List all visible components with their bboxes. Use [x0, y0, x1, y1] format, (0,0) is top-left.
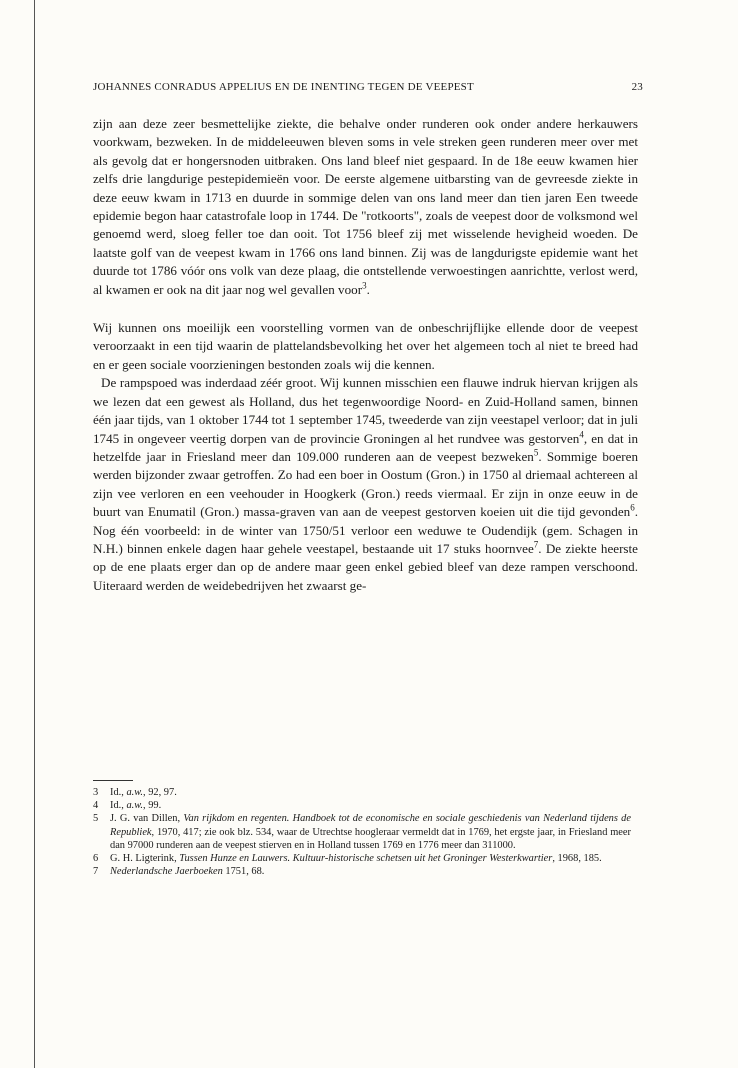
footnote: 7 Nederlandsche Jaerboeken 1751, 68.: [93, 866, 265, 878]
paragraph: De rampspoed was inderdaad zéér groot. Wij kunnen misschien een flauwe indruk hiervan krijgen als we lezen dat een gewest als Holland, dus het tegenwoordige Noord- en Zuid-Holland samen, binnen één jaar tijds, van 1 oktober 1744 tot 1 september 1745, tweederde van zijn veestapel verloor; dat in juli 1745 in ongeveer veertig dorpen van de provincie Groningen al het rundvee was gestorven$^4$, en dat in hetzelfde jaar in Friesland meer dan 109.000 runderen aan de veepest bezweken$^5$. Sommige boeren werden bijzonder zwaar getroffen. Zo had een boer in Oostum (Gron.) in 1750 al driemaal achtereen al zijn vee verloren en een veehouder in Hoogkerk (Gron.) reeds viermaal. Er zijn in onze eeuw in de buurt van Enumatil (Gron.) massa-graven van aan de veepest gestorven koeien uit die tijd gevonden$^6$. Nog één voorbeeld: in de winter van 1750/51 verloor een weduwe te Oudendijk (gem. Schagen in N.H.) binnen enkele dagen haar gehele veestapel, bestaande uit 17 stuks hoornvee$^7$. De ziekte heerste op de ene plaats erger dan op de andere maar geen enkel gebied bleef van deze rampen verschoond. Uiteraard werden de weidebedrijven het zwaarst ge-: [93, 375, 639, 593]
footnote-ref: 3: [362, 280, 367, 291]
body-text: [93, 115, 638, 595]
page-edge-rule: [34, 0, 35, 1068]
footnote-number: 5: [93, 813, 99, 825]
running-header: [93, 81, 643, 93]
paragraph: Wij kunnen ons moeilijk een voorstelling vormen van de onbeschrijflijke ellende door de veepest veroorzaakt in een tijd waarin de plattelandsbevolking het over het algemeen toch al niet te breed had en er geen sociale voorzieningen bestonden zoals wij die kennen.: [93, 320, 638, 372]
page-number: 23: [631, 81, 643, 93]
footnote-number: 7: [93, 866, 99, 878]
footnote: 4 Id., a.w., 99.: [93, 800, 162, 812]
footnote-ref: 4: [579, 429, 584, 440]
footnote-ref: 6: [630, 502, 635, 513]
footnote: 5 J. G. van Dillen, Van rijkdom en regenten. Handboek tot de economische en sociale geschiedenis van Nederland tijdens de Republiek, 1970, 417; zie ook blz. 534, waar de Utrechtse hoogleraar vermeldt dat in 1769, het ergste jaar, in Friesland meer dan 97000 runderen aan de veepest stierven en in Holland tussen 1769 en 1776 meer dan 311000.: [93, 813, 631, 851]
footnote: 3 Id., a.w., 92, 97.: [93, 787, 177, 798]
running-title: JOHANNES CONRADUS APPELIUS EN DE INENTING TEGEN DE VEEPEST: [93, 81, 474, 93]
paragraph: zijn aan deze zeer besmettelijke ziekte, die behalve onder runderen ook onder andere herkauwers voorkwam, bezweken. In de middeleeuwen bleven soms in vele streken geen runderen meer over met als gevolg dat er hongersnoden uitbraken. Ons land bleef niet gespaard. In de 18e eeuw kwamen hier zelfs drie langdurige pestepidemieën voor. De eerste algemene uitbarsting van de gevreesde ziekte in deze eeuw kwam in 1713 en duurde in sommige delen van ons land meer dan tien jaren Een tweede epidemie begon haar catastrofale loop in 1744. De "rotkoorts", zoals de veepest door de volksmond wel genoemd werd, sloeg feller toe dan ooit. Tot 1756 bleef zij met wisselende hevigheid woeden. De laatste golf van de veepest kwam in 1766 ons land binnen. Zij was de langdurigste epidemie want het duurde tot 1786 vóór ons volk van deze plaag, die ontstellende verwoestingen aanrichtte, verlost werd, al kwamen er ook na dit jaar nog wel gevallen voor$^3$.: [93, 116, 638, 297]
footnote-ref: 5: [533, 447, 539, 458]
footnotes: [93, 786, 631, 878]
footnote-divider: [93, 780, 133, 781]
footnote-number: 6: [93, 853, 99, 865]
footnote: 6 G. H. Ligterink, Tussen Hunze en Lauwers. Kultuur-historische schetsen uit het Groninger Westerkwartier, 1968, 185.: [93, 853, 602, 865]
footnote-ref: 7: [533, 539, 539, 550]
footnote-number: 4: [93, 800, 99, 812]
footnote-number: 3: [93, 787, 99, 798]
